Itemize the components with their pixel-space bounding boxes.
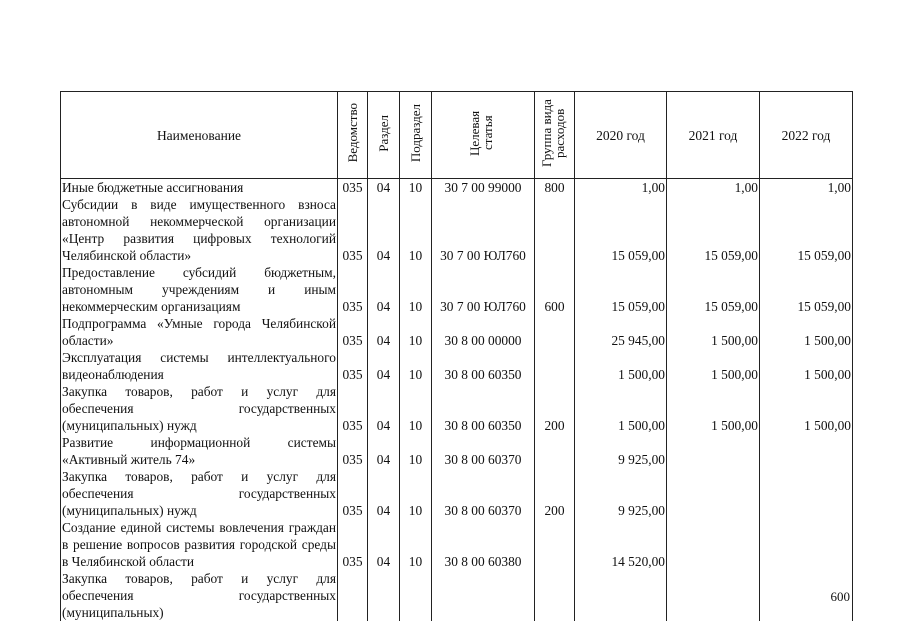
row-2020-cell: 25 945,00 xyxy=(575,315,667,349)
row-subsection-cell: 10 xyxy=(400,315,432,349)
row-target-article-cell: 30 7 00 99000 xyxy=(432,179,535,197)
row-name-cell: Эксплуатация системы интеллектуального видеонаблюдения xyxy=(62,350,336,382)
row-target-article-cell: 30 8 00 60370 xyxy=(432,434,535,468)
row-expense-group-cell xyxy=(535,196,575,264)
row-section-cell: 04 xyxy=(368,468,400,519)
row-subsection-cell: 10 xyxy=(400,349,432,383)
header-year-2022: 2022 год xyxy=(760,92,853,179)
table-row xyxy=(61,468,853,519)
table-row xyxy=(61,570,853,621)
row-2021-cell: 1 500,00 xyxy=(667,349,760,383)
row-target-article-cell: 30 7 00 ЮЛ760 xyxy=(432,196,535,264)
row-department-cell: 035 xyxy=(338,264,368,315)
row-name-cell: Субсидии в виде имущественного взноса автономной некоммерческой организации «Центр развития цифровых технологий Челябинской области» xyxy=(62,197,336,263)
row-2020-cell: 15 059,00 xyxy=(575,196,667,264)
row-2022-cell: 15 059,00 xyxy=(760,196,853,264)
row-2022-cell xyxy=(760,519,853,570)
row-expense-group-cell: 200 xyxy=(535,383,575,434)
row-2021-cell xyxy=(667,434,760,468)
row-name-cell: Закупка товаров, работ и услуг для обеспечения государственных (муниципальных) xyxy=(62,571,336,620)
row-subsection-cell: 10 xyxy=(400,196,432,264)
row-target-article-cell: 30 8 00 00000 xyxy=(432,315,535,349)
row-target-article-cell: 30 8 00 60350 xyxy=(432,349,535,383)
row-2021-cell: 1 500,00 xyxy=(667,315,760,349)
header-year-2020: 2020 год xyxy=(575,92,667,179)
row-section-cell: 04 xyxy=(368,519,400,570)
row-subsection-cell xyxy=(400,570,432,621)
row-2020-cell: 1 500,00 xyxy=(575,383,667,434)
row-department-cell: 035 xyxy=(338,434,368,468)
row-2020-cell: 1 500,00 xyxy=(575,349,667,383)
row-expense-group-cell xyxy=(535,434,575,468)
row-2022-cell: 1 500,00 xyxy=(760,349,853,383)
row-name-cell: Развитие информационной системы «Активный житель 74» xyxy=(62,435,336,467)
row-subsection-cell: 10 xyxy=(400,383,432,434)
row-department-cell: 035 xyxy=(338,349,368,383)
table-row xyxy=(61,434,853,468)
header-expense-group: Группа вида расходов xyxy=(535,92,575,179)
row-2020-cell: 15 059,00 xyxy=(575,264,667,315)
row-department-cell: 035 xyxy=(338,196,368,264)
row-expense-group-cell: 200 xyxy=(535,468,575,519)
row-section-cell: 04 xyxy=(368,264,400,315)
table-row xyxy=(61,383,853,434)
table-row xyxy=(61,264,853,315)
row-2020-cell: 9 925,00 xyxy=(575,434,667,468)
header-name: Наименование xyxy=(61,92,338,179)
header-year-2021: 2021 год xyxy=(667,92,760,179)
row-2021-cell: 15 059,00 xyxy=(667,264,760,315)
row-2020-cell: 9 925,00 xyxy=(575,468,667,519)
row-target-article-cell: 30 8 00 60350 xyxy=(432,383,535,434)
row-2021-cell: 1,00 xyxy=(667,179,760,197)
header-subsection: Подраздел xyxy=(400,92,432,179)
page-number: 600 xyxy=(830,589,850,604)
row-target-article-cell xyxy=(432,570,535,621)
table-row xyxy=(61,315,853,349)
table-header xyxy=(61,92,853,179)
row-section-cell xyxy=(368,570,400,621)
row-name-cell: Создание единой системы вовлечения граждан в решение вопросов развития городской среды в Челябинской области xyxy=(62,520,336,569)
row-2020-cell: 1,00 xyxy=(575,179,667,197)
row-2021-cell xyxy=(667,570,760,621)
row-2021-cell xyxy=(667,468,760,519)
header-department: Ведомство xyxy=(338,92,368,179)
row-name-cell: Подпрограмма «Умные города Челябинской области» xyxy=(62,316,336,348)
row-2022-cell: 15 059,00 xyxy=(760,264,853,315)
row-section-cell: 04 xyxy=(368,179,400,197)
table-row xyxy=(61,519,853,570)
row-section-cell: 04 xyxy=(368,196,400,264)
row-name-cell: Иные бюджетные ассигнования xyxy=(61,179,338,197)
row-target-article-cell: 30 8 00 60380 xyxy=(432,519,535,570)
row-department-cell: 035 xyxy=(338,179,368,197)
row-section-cell: 04 xyxy=(368,383,400,434)
row-expense-group-cell: 600 xyxy=(535,264,575,315)
header-target-article: Целевая статья xyxy=(432,92,535,179)
row-expense-group-cell xyxy=(535,519,575,570)
row-2022-cell: 1 500,00 xyxy=(760,315,853,349)
row-2021-cell xyxy=(667,519,760,570)
row-2021-cell: 15 059,00 xyxy=(667,196,760,264)
table-row xyxy=(61,179,853,197)
budget-table xyxy=(60,91,853,621)
row-name-cell: Закупка товаров, работ и услуг для обеспечения государственных (муниципальных) нужд xyxy=(62,384,336,433)
header-section: Раздел xyxy=(368,92,400,179)
row-target-article-cell: 30 8 00 60370 xyxy=(432,468,535,519)
row-expense-group-cell xyxy=(535,570,575,621)
row-expense-group-cell xyxy=(535,315,575,349)
table-body xyxy=(61,179,853,622)
row-2020-cell xyxy=(575,570,667,621)
row-department-cell xyxy=(338,570,368,621)
row-2022-cell: 1,00 xyxy=(760,179,853,197)
row-expense-group-cell xyxy=(535,349,575,383)
row-subsection-cell: 10 xyxy=(400,179,432,197)
row-2022-cell: 1 500,00 xyxy=(760,383,853,434)
row-expense-group-cell: 800 xyxy=(535,179,575,197)
row-department-cell: 035 xyxy=(338,468,368,519)
row-subsection-cell: 10 xyxy=(400,264,432,315)
row-department-cell: 035 xyxy=(338,519,368,570)
row-2022-cell xyxy=(760,434,853,468)
row-department-cell: 035 xyxy=(338,315,368,349)
row-subsection-cell: 10 xyxy=(400,519,432,570)
row-section-cell: 04 xyxy=(368,349,400,383)
table-row xyxy=(61,196,853,264)
row-target-article-cell: 30 7 00 ЮЛ760 xyxy=(432,264,535,315)
row-department-cell: 035 xyxy=(338,383,368,434)
row-name-cell: Закупка товаров, работ и услуг для обеспечения государственных (муниципальных) нужд xyxy=(62,469,336,518)
row-subsection-cell: 10 xyxy=(400,434,432,468)
row-2022-cell xyxy=(760,468,853,519)
row-section-cell: 04 xyxy=(368,315,400,349)
row-section-cell: 04 xyxy=(368,434,400,468)
row-2020-cell: 14 520,00 xyxy=(575,519,667,570)
row-2021-cell: 1 500,00 xyxy=(667,383,760,434)
row-name-cell: Предоставление субсидий бюджетным, автономным учреждениям и иным некоммерческим организациям xyxy=(62,265,336,314)
row-subsection-cell: 10 xyxy=(400,468,432,519)
table-row xyxy=(61,349,853,383)
